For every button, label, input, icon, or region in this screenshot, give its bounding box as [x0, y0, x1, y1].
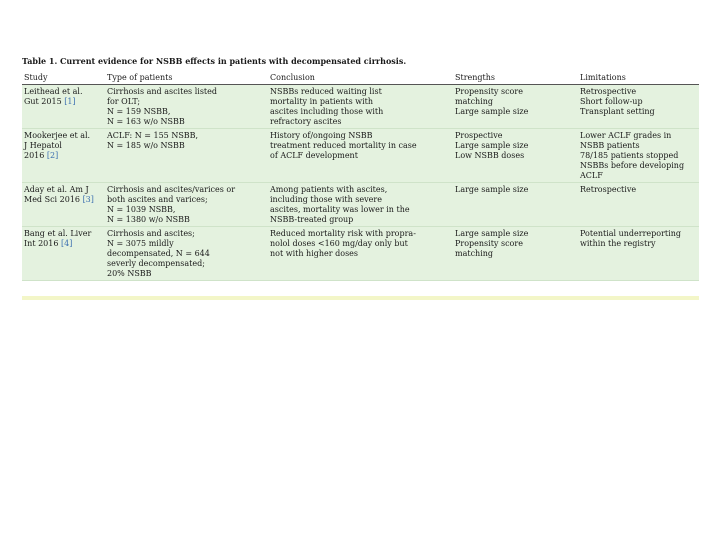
- header-limitations: Limitations: [578, 71, 699, 85]
- cell-limitations: [578, 183, 699, 227]
- limitations-line: Retrospective: [580, 185, 637, 194]
- study-line: Gut 2015: [24, 97, 62, 106]
- table-row: [22, 227, 699, 281]
- conclusion-line: of ACLF development: [270, 151, 358, 160]
- patients-line: for OLT;: [107, 97, 141, 106]
- strengths-line: Large sample size: [455, 141, 529, 150]
- cell-study: [22, 85, 105, 129]
- conclusion-line: ascites including those with: [270, 107, 384, 116]
- limitations-line: NSBB patients: [580, 141, 640, 150]
- strengths-line: Propensity score: [455, 239, 523, 248]
- evidence-table-container: [22, 56, 699, 281]
- cell-study: [22, 183, 105, 227]
- conclusion-line: treatment reduced mortality in case: [270, 141, 417, 150]
- strengths-line: matching: [455, 249, 494, 258]
- patients-line: N = 3075 mildly: [107, 239, 174, 248]
- patients-line: Cirrhosis and ascites;: [107, 229, 195, 238]
- cell-strengths: [453, 183, 578, 227]
- cell-limitations: [578, 227, 699, 281]
- strengths-line: Low NSBB doses: [455, 151, 525, 160]
- patients-line: severly decompensated;: [107, 259, 205, 268]
- table-row: [22, 183, 699, 227]
- cell-study: [22, 129, 105, 183]
- study-line: Int 2016: [24, 239, 59, 248]
- evidence-table: [22, 71, 699, 281]
- patients-line: N = 185 w/o NSBB: [107, 141, 185, 150]
- limitations-line: Transplant setting: [580, 107, 655, 116]
- study-line: Aday et al. Am J: [24, 185, 89, 194]
- cell-patients: [105, 85, 268, 129]
- conclusion-line: Among patients with ascites,: [270, 185, 388, 194]
- patients-line: decompensated, N = 644: [107, 249, 210, 258]
- table-body: [22, 85, 699, 281]
- study-line: Med Sci 2016: [24, 195, 81, 204]
- limitations-line: ACLF: [580, 171, 603, 180]
- reference-link[interactable]: [3]: [82, 195, 94, 204]
- study-line-with-ref: [24, 97, 103, 107]
- study-line-with-ref: [24, 151, 103, 161]
- cell-strengths: [453, 85, 578, 129]
- table-caption: Table 1. Current evidence for NSBB effects in patients with decompensated cirrhosis.: [22, 56, 407, 66]
- cell-study: [22, 227, 105, 281]
- patients-line: N = 163 w/o NSBB: [107, 117, 185, 126]
- cell-strengths: [453, 129, 578, 183]
- cell-limitations: [578, 85, 699, 129]
- cell-strengths: [453, 227, 578, 281]
- conclusion-line: refractory ascites: [270, 117, 342, 126]
- limitations-line: Retrospective: [580, 87, 637, 96]
- conclusion-line: including those with severe: [270, 195, 382, 204]
- limitations-line: Potential underreporting: [580, 229, 681, 238]
- study-line-with-ref: [24, 239, 103, 249]
- conclusion-line: NSBBs reduced waiting list: [270, 87, 382, 96]
- cell-patients: [105, 227, 268, 281]
- study-line: J Hepatol: [24, 141, 62, 150]
- cell-conclusion: [268, 85, 453, 129]
- reference-link[interactable]: [2]: [46, 151, 59, 160]
- strengths-line: Large sample size: [455, 107, 529, 116]
- strengths-line: Prospective: [455, 131, 503, 140]
- cell-limitations: [578, 129, 699, 183]
- patients-line: Cirrhosis and ascites/varices or: [107, 185, 236, 194]
- strengths-line: Large sample size: [455, 185, 529, 194]
- cell-conclusion: [268, 227, 453, 281]
- conclusion-line: Reduced mortality risk with propra-: [270, 229, 416, 238]
- patients-line: both ascites and varices;: [107, 195, 208, 204]
- patients-line: N = 1380 w/o NSBB: [107, 215, 190, 224]
- conclusion-line: mortality in patients with: [270, 97, 374, 106]
- table-row: [22, 129, 699, 183]
- strengths-line: Large sample size: [455, 229, 529, 238]
- limitations-line: Short follow-up: [580, 97, 643, 106]
- strengths-line: matching: [455, 97, 494, 106]
- table-header-row: [22, 71, 699, 85]
- patients-line: 20% NSBB: [107, 269, 152, 278]
- table-row: [22, 85, 699, 129]
- patients-line: N = 1039 NSBB,: [107, 205, 176, 214]
- study-line: Mookerjee et al.: [24, 131, 91, 140]
- study-line: Leithead et al.: [24, 87, 83, 96]
- study-line: Bang et al. Liver: [24, 229, 92, 238]
- limitations-line: NSBBs before developing: [580, 161, 685, 170]
- header-strengths: Strengths: [453, 71, 578, 85]
- strengths-line: Propensity score: [455, 87, 523, 96]
- reference-link[interactable]: [4]: [60, 239, 73, 248]
- limitations-line: within the registry: [580, 239, 656, 248]
- header-study: Study: [22, 71, 105, 85]
- patients-line: N = 159 NSBB,: [107, 107, 171, 116]
- cell-conclusion: [268, 183, 453, 227]
- reference-link[interactable]: [1]: [64, 97, 76, 106]
- limitations-line: Lower ACLF grades in: [580, 131, 672, 140]
- patients-line: Cirrhosis and ascites listed: [107, 87, 217, 96]
- study-line: 2016: [24, 151, 45, 160]
- patients-line: ACLF: N = 155 NSBB,: [107, 131, 199, 140]
- study-line-with-ref: [24, 195, 103, 205]
- conclusion-line: nolol doses <160 mg/day only but: [270, 239, 408, 248]
- header-conclusion: Conclusion: [268, 71, 453, 85]
- conclusion-line: NSBB-treated group: [270, 215, 354, 224]
- conclusion-line: History of/ongoing NSBB: [270, 131, 373, 140]
- conclusion-line: ascites, mortality was lower in the: [270, 205, 410, 214]
- cropped-row-band: [22, 296, 699, 300]
- cell-patients: [105, 183, 268, 227]
- cell-patients: [105, 129, 268, 183]
- header-type-of-patients: Type of patients: [105, 71, 268, 85]
- cell-conclusion: [268, 129, 453, 183]
- conclusion-line: not with higher doses: [270, 249, 359, 258]
- limitations-line: 78/185 patients stopped: [580, 151, 679, 160]
